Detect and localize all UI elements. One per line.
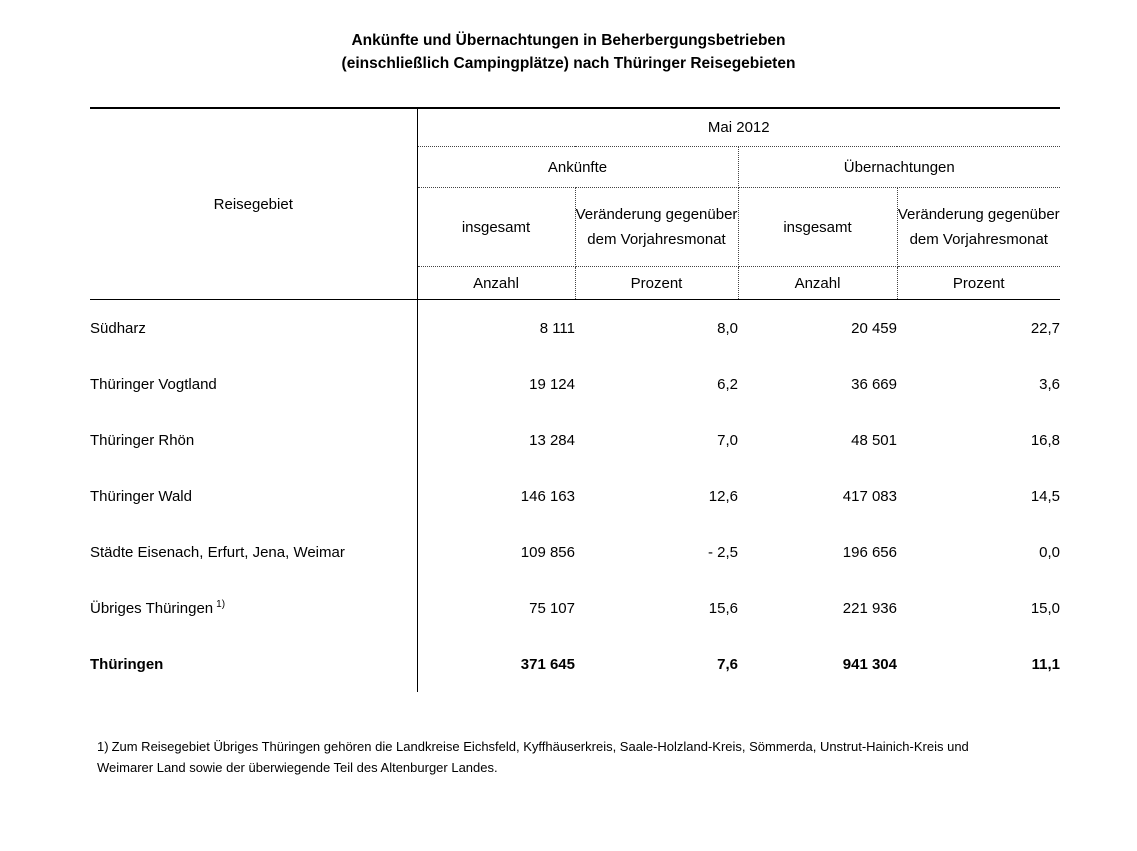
statistics-table bbox=[90, 107, 1060, 692]
value-cell: 941 304 bbox=[842, 655, 897, 673]
value-cell: 19 124 bbox=[529, 375, 575, 393]
value-cell: 109 856 bbox=[520, 543, 575, 561]
value-cell: 8,0 bbox=[717, 319, 738, 337]
group-header-ankuenfte: Ankünfte bbox=[417, 147, 738, 188]
measure-header-veraenderung-uebernachtungen: Veränderung gegenüber dem Vorjahresmonat bbox=[897, 188, 1060, 267]
footnote bbox=[97, 736, 1027, 778]
value-cell: - 2,5 bbox=[707, 543, 738, 561]
value-cell: 36 669 bbox=[851, 375, 897, 393]
page-title-line2: (einschließlich Campingplätze) nach Thüringer Reisegebieten bbox=[341, 55, 796, 72]
value-cell: 14,5 bbox=[1030, 487, 1061, 505]
measure-header-insgesamt-ankuenfte: insgesamt bbox=[417, 188, 575, 267]
table-row-total bbox=[90, 636, 1060, 692]
unit-header-anzahl-uebernachtungen: Anzahl bbox=[738, 267, 897, 300]
value-cell: 7,0 bbox=[717, 431, 738, 449]
unit-header-anzahl-ankuenfte: Anzahl bbox=[417, 267, 575, 300]
value-cell: 13 284 bbox=[529, 431, 575, 449]
region-label: Thüringer Vogtland bbox=[90, 356, 417, 412]
footnote-marker: 1) bbox=[97, 739, 109, 754]
value-cell: 0,0 bbox=[1039, 543, 1061, 561]
value-cell: 3,6 bbox=[1039, 375, 1061, 393]
region-label: Thüringer Rhön bbox=[90, 412, 417, 468]
region-label: Städte Eisenach, Erfurt, Jena, Weimar bbox=[90, 524, 417, 580]
value-cell: 20 459 bbox=[851, 319, 897, 337]
footnote-text: Zum Reisegebiet Übriges Thüringen gehören die Landkreise Eichsfeld, Kyffhäuserkreis, Saale-Holzland-Kreis, Sömmerda, Unstrut-Hainich-Kreis und Weimarer Land sowie der überwiegende Teil des Altenburger Landes. bbox=[97, 739, 969, 775]
corner-header-reisegebiet: Reisegebiet bbox=[90, 108, 417, 300]
region-label-total: Thüringen bbox=[90, 636, 417, 692]
header-row-period bbox=[90, 108, 1060, 147]
value-cell: 371 645 bbox=[520, 655, 575, 673]
unit-header-prozent-ankuenfte: Prozent bbox=[575, 267, 738, 300]
measure-header-insgesamt-uebernachtungen: insgesamt bbox=[738, 188, 897, 267]
unit-header-prozent-uebernachtungen: Prozent bbox=[897, 267, 1060, 300]
value-cell: 11,1 bbox=[1031, 655, 1061, 673]
value-cell: 146 163 bbox=[520, 487, 575, 505]
value-cell: 22,7 bbox=[1030, 319, 1061, 337]
page-title-line1: Ankünfte und Übernachtungen in Beherbergungsbetrieben bbox=[351, 32, 786, 49]
value-cell: 16,8 bbox=[1030, 431, 1061, 449]
footnote-marker-superscript: 1) bbox=[216, 598, 226, 610]
table-row bbox=[90, 468, 1060, 524]
value-cell: 7,6 bbox=[717, 655, 738, 673]
table-row bbox=[90, 580, 1060, 636]
value-cell: 196 656 bbox=[842, 543, 897, 561]
table-row bbox=[90, 524, 1060, 580]
period-header: Mai 2012 bbox=[417, 108, 1060, 147]
measure-header-veraenderung-ankuenfte: Veränderung gegenüber dem Vorjahresmonat bbox=[575, 188, 738, 267]
region-label: Südharz bbox=[90, 300, 417, 357]
value-cell: 6,2 bbox=[717, 375, 738, 393]
table-row bbox=[90, 412, 1060, 468]
value-cell: 48 501 bbox=[851, 431, 897, 449]
table-row bbox=[90, 300, 1060, 357]
region-label: Übriges Thüringen $^{1)}$ bbox=[90, 580, 417, 636]
value-cell: 8 111 bbox=[539, 319, 575, 337]
value-cell: 15,6 bbox=[708, 599, 738, 617]
value-cell: 221 936 bbox=[842, 599, 897, 617]
value-cell: 15,0 bbox=[1030, 599, 1061, 617]
group-header-uebernachtungen: Übernachtungen bbox=[738, 147, 1060, 188]
table-row bbox=[90, 356, 1060, 412]
value-cell: 75 107 bbox=[529, 599, 575, 617]
value-cell: 12,6 bbox=[708, 487, 738, 505]
region-label: Thüringer Wald bbox=[90, 468, 417, 524]
page-title bbox=[0, 29, 1137, 75]
value-cell: 417 083 bbox=[842, 487, 897, 505]
